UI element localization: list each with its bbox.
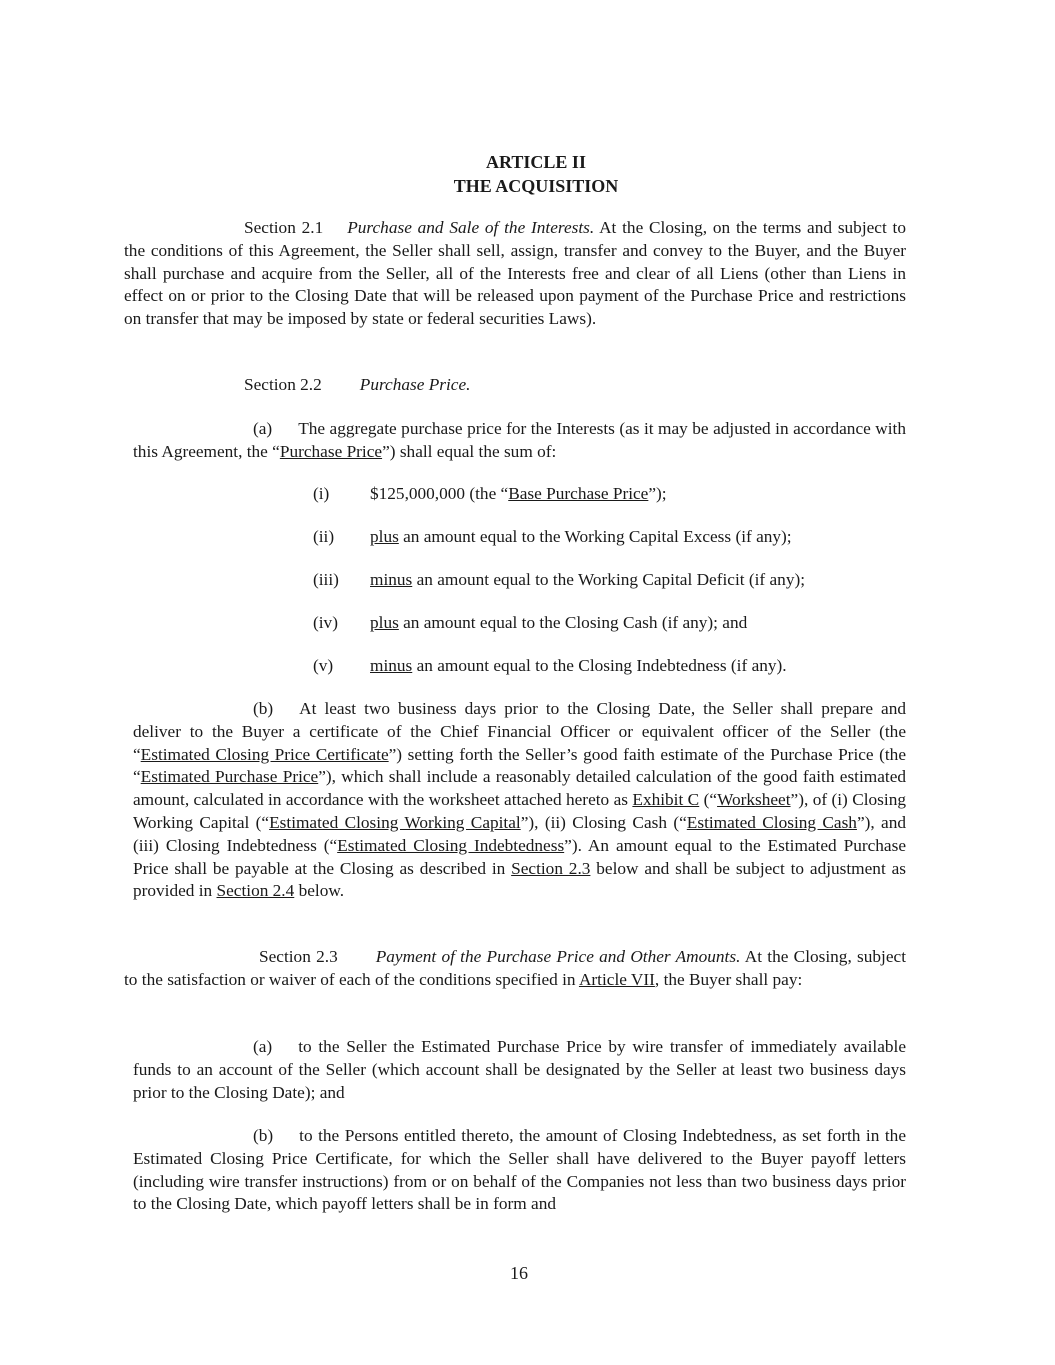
item-text-post: an amount equal to the Closing Cash (if any); and [398,613,748,632]
text-fragment: , the Buyer shall pay: [654,969,803,989]
list-item [370,483,667,506]
page-number: 16 [510,1263,528,1283]
section-2-3-a-label: (a) [253,1037,273,1056]
section-2-1 [124,217,906,331]
text-fragment: (“ [699,790,718,810]
item-number: (ii) [313,527,335,546]
item-number: (i) [313,484,330,503]
text-fragment: ”) setting forth the Seller’s good faith estimate of the Purchase Price (the “ [133,744,906,787]
text-fragment: ”), (ii) Closing Cash (“ [520,812,687,832]
list-item [370,569,805,592]
item-number: (iii) [313,570,339,589]
section-2-3-a-text: to the Seller the Estimated Purchase Price by wire transfer of immediately available funds to an account of the Seller (which account shall be designated by the Seller at least two business days prior to the Closing Date); and [133,1037,906,1102]
item-text-post: an amount equal to the Working Capital Excess (if any); [398,527,792,546]
text-fragment: below. [294,881,345,901]
item-number: (v) [313,656,334,675]
section-2-1-title: Purchase and Sale of the Interests. [347,218,595,237]
section-2-3-number: Section 2.3 [259,947,338,966]
defined-term: Estimated Closing Cash [686,812,857,832]
defined-term-purchase-price: Purchase Price [279,441,383,461]
section-2-3-text: At the Closing, [744,947,852,966]
article-title: THE ACQUISITION [453,176,619,196]
text-fragment: subject to the satisfaction or waiver of each of the conditions specified in [124,947,906,989]
item-keyword: plus [370,613,399,632]
section-2-2-a-text-end: ”) shall equal the sum of: [382,441,557,461]
section-2-3-b-label: (b) [253,1126,274,1145]
section-2-2-a-label: (a) [253,419,273,438]
section-2-2-b [133,698,906,903]
section-reference: Section 2.3 [511,858,591,878]
defined-term-base-purchase-price: Base Purchase Price [508,484,649,503]
section-2-2-heading [244,374,844,397]
text-fragment: below and shall be subject to adjustment as provided in [133,858,906,901]
section-2-1-body: subject to the conditions of this Agreement, the Seller shall sell, assign, transfer and convey to the Buyer, and the Buyer shall purchase and acquire from the Seller, all of the Interests free and clear of all Liens (other than Liens in effect on or prior to the Closing Date that will be released upon payment of the Purchase Price and restrictions on transfer that may be imposed by state or federal securities Laws). [124,218,906,329]
section-2-2-number: Section 2.2 [244,375,322,394]
article-reference: Article VII [578,969,655,989]
item-text-post: an amount equal to the Closing Indebtedness (if any). [412,656,787,675]
item-text-pre: $125,000,000 (the “ [370,484,509,503]
section-2-3-title: Payment of the Purchase Price and Other Amounts. [375,947,741,966]
section-2-2-b-label: (b) [253,699,274,718]
section-2-3-a [133,1036,906,1104]
exhibit-reference: Exhibit C [632,790,700,810]
item-keyword: plus [370,527,399,546]
defined-term: Estimated Purchase Price [140,767,319,787]
text-fragment: ”), and (iii) Closing Indebtedness (“ [133,812,907,855]
defined-term: Estimated Closing Price Certificate [140,744,389,764]
item-text-post: ”); [648,484,667,503]
section-2-2-title: Purchase Price. [359,375,471,394]
defined-term: Estimated Closing Indebtedness [337,835,565,855]
list-item [370,612,747,635]
item-keyword: minus [370,570,413,589]
section-2-2-a-text: The aggregate purchase price for the Interests (as it may be adjusted in accordance with this Agreement, the “ [133,419,906,461]
list-item [370,526,792,549]
section-2-2-a [133,418,906,464]
text-fragment: ”), of (i) Closing Working Capital (“ [133,790,906,832]
text-fragment: ”). An amount equal to the Estimated Purchase Price shall be payable at the Closing as described in [133,835,906,878]
defined-term: Estimated Closing Working Capital [269,812,521,832]
item-number: (iv) [313,613,338,632]
defined-term: Worksheet [717,790,791,810]
text-fragment: At least two business days prior to the Closing Date, the Seller shall prepare and deliver to the Buyer a certificate of the Chief Financial Officer or equivalent officer of the Seller (the “ [133,699,906,764]
section-2-3 [124,946,906,992]
item-text-post: an amount equal to the Working Capital Deficit (if any); [412,570,806,589]
article-number: ARTICLE II [486,152,586,172]
section-2-1-text: At the Closing, on the terms and [599,218,833,237]
section-reference: Section 2.4 [216,881,295,901]
section-2-3-b-text: to the Persons entitled thereto, the amount of Closing Indebtedness, as set forth in the Estimated Closing Price Certificate, for which the Seller shall have delivered to the Buyer payoff letters (including wire transfer instructions) from or on behalf of the Companies not less than two business days prior to the Closing Date, which payoff letters shall be in form and [133,1126,906,1214]
section-2-1-number: Section 2.1 [244,218,324,237]
list-item [370,655,787,678]
article-heading [0,150,1055,198]
text-fragment: ”), which shall include a reasonably detailed calculation of the good faith estimated amount, calculated in accordance with the worksheet attached hereto as [133,767,906,810]
item-keyword: minus [370,656,413,675]
section-2-3-b [133,1125,906,1216]
